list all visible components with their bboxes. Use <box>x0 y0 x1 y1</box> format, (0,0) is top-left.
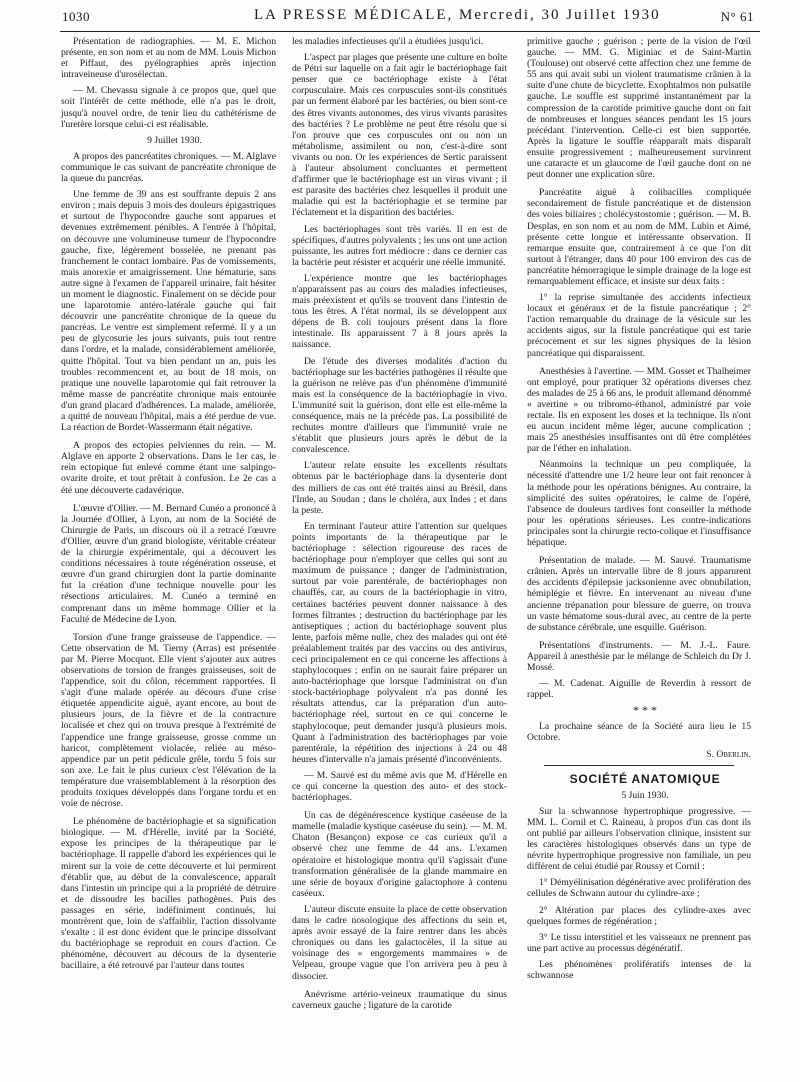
paragraph: Présentation de radiographies. — M. E. Michon présente, en son nom et au nom de MM. Louis Michon et Piffaut, des pyélographies après injection intraveineuse d'urosélectan. <box>61 36 276 81</box>
paragraph: A propos des ectopies pelviennes du rein. — M. Alglave en apporte 2 observations. Dans le 1er cas, le rein ectopique fut enlevé comme étant une salpingo-ovarite droite, et tout prêtait à confusion. Le 2e cas a été une découverte cadavérique. <box>61 440 276 496</box>
paragraph: — M. Sauvé est du même avis que M. d'Hérelle en ce qui concerne la question des auto- et des stock-bactériophages. <box>292 769 507 804</box>
paragraph: L'œuvre d'Ollier. — M. Bernard Cunéo a prononcé à la Journée d'Ollier, à Lyon, au nom de la Société de Chirurgie de Paris, un discours où il a retracé l'œuvre d'Ollier, œuvre d'un grand biologiste, véritable créateur de la chirurgie expérimentale, qui a découvert les conditions nécessaires à toute régénération osseuse, et œuvre d'un grand chirurgien dont la partie dominante fut la création d'une technique nouvelle pour les résections articulaires. M. Cunéo a terminé en comprenant dans un même hommage Ollier et la Faculté de Médecine de Lyon. <box>61 502 276 625</box>
paragraph: Présentations d'instruments. — M. J.-L. Faure. Appareil à anesthésie par le mélange de Schleich du Dr J. Mossé. <box>527 639 751 673</box>
paragraph: Pancréatite aiguë à colibacilles compliquée secondairement de fistule pancréatique et de distension des voies biliaires ; cholécystostomie ; guérison. — M. B. Desplas, en son nom et au nom de MM. Lubin et Aimé, présente cette longue et intéressante observation. Il remarque ensuite que, contrairement à ce que l'on dit surtout à l'étranger, dans 40 pour 100 environ des cas de pancréatite hémorragique le simple drainage de la loge est remarquablement efficace, et insiste sur deux faits : <box>527 187 751 287</box>
paragraph: primitive gauche ; guérison ; perte de la vision de l'œil gauche. — MM. G. Miginiac et de Saint-Martin (Toulouse) ont observé cette affection chez une femme de 55 ans qui avait subi un violent traumatisme crânien à la suite d'une chute de bicyclette. Exophtalmos non pulsatile gauche. Le souffle est supprimé instantanément par la compression de la carotide primitive gauche dont on fait de nombreuses et longues séances pendant les 15 jours précédant l'intervention. Celle-ci est bien supportée. Après la ligature le souffle réapparaît mais disparaît ensuite progressivement ; malheureusement survinrent une cataracte et un glaucome de l'œil gauche dont on ne peut donner une explication sûre. <box>527 36 751 181</box>
paragraph: les maladies infectieuses qu'il a étudiées jusqu'ici. <box>292 36 484 47</box>
column-1 <box>61 36 276 977</box>
paragraph: — M. Cadenat. Aiguille de Reverdin à ressort de rappel. <box>527 678 751 701</box>
paragraph: Anesthésies à l'avertine. — MM. Gosset et Thalheimer ont employé, pour pratiquer 32 opérations diverses chez des malades de 25 à 66 ans, le produit allemand dénommé « avertine » ou tribromo-éthanol, administré par voie rectale. Ils en exposent les doses et la technique. Ils n'ont eu aucun incident même léger, aucune complication ; mais 25 anesthésies insuffisantes ont dû être complétées par de l'éther en inhalation. <box>527 365 751 455</box>
paragraph: Les phénomènes prolifératifs intenses de la schwannose <box>527 958 751 982</box>
header-rule <box>60 31 760 32</box>
paragraph: Néanmoins la technique un peu compliquée, la nécessité d'attendre une 1/2 heure leur ont fait renoncer à la méthode pour les opérations bénignes. Au contraire, la simplicité des suites opératoires, le calme de l'opéré, l'absence de douleurs tardives font conseiller la méthode pour les opérations sérieuses. Les contre-indications principales sont la chirurgie recto-colique et l'insuffisance hépatique. <box>527 459 751 549</box>
column-3 <box>527 36 751 986</box>
paragraph: L'aspect par plages que présente une culture en boîte de Pétri sur laquelle on a fait agir le bactériophage fait penser que ce bactériophage existe à l'état corpusculaire. Mais ces corpuscules sont-ils constitués par un ferment élaboré par les bactéries, ou bien sont-ce des êtres vivants autonomes, des virus vivants parasites des bactéries ? Le problème ne peut être résolu que si l'on prouve que ces corpuscules ont ou non un métabolisme, assimilent ou non, c'est-à-dire sont vivants ou non. Or les expériences de Sertic paraissent à l'auteur absolument concluantes et permettent d'affirmer que le bactériophage est un virus vivant ; il est parasite des bactéries chez lesquelles il produit une maladie qui est la bactériophagie et se termine par l'éclatement et la disparition des bactéries. <box>292 52 507 219</box>
session-date: 5 Juin 1930. <box>621 789 669 801</box>
paragraph: Torsion d'une frange graisseuse de l'appendice. — Cette observation de M. Tierny (Arras) est présentée par M. Pierre Mocquot. Elle vient s'ajouter aux autres observations de torsion de franges graisseuses, soit de l'appendice, soit du côlon, récemment rapportées. Il s'agit d'une malade opérée au décours d'une crise étiquetée appendicite aiguë, ayant encore, au bout de plusieurs jours, de la fièvre et de la contracture localisée et chez qui on trouva presque à l'extrémité de l'appendice une frange graisseuse, grosse comme un haricot, complètement violacée, reliée au méso-appendice par un petit pédicule grêle, tordu 5 fois sur son axe. Le fait le plus curieux c'est l'élévation de la température due vraisemblablement à la résorption des produits toxiques développés dans l'organe tordu et en voie de nécrose. <box>61 631 276 810</box>
paragraph: L'expérience montre que les bactériophages n'apparaissent pas au cours des maladies infectieuses, mais préexistent et qu'ils se trouvent dans l'intestin de tous les êtres. A l'état normal, ils se développent aux dépens de B. coli toujours présent dans la flore intestinale. Ils apparaissent 7 à 8 jours après la naissance. <box>292 272 507 351</box>
session-date: 9 Juillet 1930. <box>147 134 202 146</box>
paragraph: 3° Le tissu interstitiel et les vaisseaux ne prennent pas une part active au processus dégénératif. <box>527 931 751 954</box>
paragraph: La prochaine séance de la Société aura lieu le 15 Octobre. <box>527 721 751 744</box>
paragraph: Anévrisme artério-veineux traumatique du sinus caverneux gauche ; ligature de la carotide <box>292 988 507 1011</box>
publication-title: LA PRESSE MÉDICALE, Mercredi, 30 Juillet 1930 <box>254 7 661 23</box>
society-heading: SOCIÉTÉ ANATOMIQUE <box>569 771 721 786</box>
paragraph: En terminant l'auteur attire l'attention sur quelques points importants de la thérapeutique par le bactériophage : sélection rigoureuse des races de bactériophage pour n'employer que celles qui sont au maximum de puissance ; danger de l'administration, surtout par voie parentérale, de bactériophages non chauffés, car, au cours de la bactériophagie in vitro, certaines bactéries peuvent donner naissance à des formes filtrantes ; destruction du bactériophage par les antiseptiques ; action du bactériophage souvent plus lente, parfois même nulle, chez des malades qui ont été préalablement traités par des vaccins ou des antivirus, ceci principalement en ce qui concerne les affections à staphylocoques ; enfin on ne saurait faire préparer un auto-bactériophage que lorsque l'administrat on d'un stock-bactériophage polyvalent n'a pas donné les résultats attendus, car la préparation d'un auto-bactériophage réel, surtout en ce qui concerne le staphylocoque, peut demander jusqu'à plusieurs mois. Quant à l'administration des bactériophages par voie parentérale, la répétition des injections à 24 ou 48 heures d'intervalle n'a jamais présenté d'inconvénients. <box>292 520 507 765</box>
paragraph: L'auteur relate ensuite les excellents résultats obtenus par le bactériophage dans la dysenterie dont des milliers de cas ont été traités ainsi au Brésil, dans l'Inde, au Soudan ; dans le choléra, aux Indes ; et dans la peste. <box>292 460 507 516</box>
issue-number: N° 61 <box>720 9 754 24</box>
paragraph: Présentation de malade. — M. Sauvé. Traumatisme crânien. Après un intervalle libre de 8 jours apparurent des accidents d'épilepsie jacksonienne avec obnubilation, hémiplégie et fièvre. En intervenant au niveau d'une ancienne trépanation pour blessure de guerre, on trouva un vaste hématome sous-dural avec, au centre de la perte de substance cérébrale, une esquille. Guérison. <box>527 555 751 633</box>
asterism: * * * <box>633 703 657 718</box>
paragraph: Un cas de dégénérescence kystique caséeuse de la mamelle (maladie kystique caséeuse du sein). — M. M. Chaton (Besançon) expose ce cas curieux qu'il a observé chez une femme de 44 ans. L'examen opératoire et histologique montra qu'il s'agissait d'une transformation généralisée de la glande mammaire en une série de boyaux d'origine galactophore à contenu caséeux. <box>292 810 507 899</box>
paragraph: Sur la schwannose hypertrophique progressive. — MM. L. Cornil et C. Raineau, à propos d'un cas dont ils ont publié par ailleurs l'observation clinique, insistent sur les caractères histologiques observés dans un type de névrite hypertrophique progressive non familiale, un peu différent de celui étudié par Roussy et Cornil : <box>527 805 751 873</box>
page-number: 1030 <box>62 9 90 24</box>
paragraph: Les bactériophages sont très variés. Il en est de spécifiques, d'autres polyvalents ; les uns ont une action puissante, les autres fort médiocre : dans ce dernier cas la bactérie peut résister et acquérir une réelle immunité. <box>292 223 507 268</box>
column-2 <box>292 36 507 1016</box>
paragraph: Une femme de 39 ans est souffrante depuis 2 ans environ ; mais depuis 3 mois des douleurs épigastriques et surtout de l'hypocondre gauche sont apparues et devenues extrêmement pénibles. A l'entrée à l'hôpital, on découvre une volumineuse tumeur de l'hypocondre gauche, fixe, légèrement bosselée, ne prenant pas franchement le contact lombaire. Pas de vomissements, mais anorexie et amaigrissement. Une hématurie, sans autre signe à l'examen de l'appareil urinaire, fait hésiter un moment le diagnostic. Finalement on se décide pour une laparotomie antéro-latérale gauche qui fait découvrir une pancréatite chronique de la queue du pancréas. Le ventre est simplement refermé. Il y a un peu de glycosurie les jours suivants, puis tout rentre dans l'ordre, et la malade, considérablement améliorée, quitte l'hôpital. Tout va bien pendant un an, puis les troubles recommencent et, au bout de 18 mois, on pratique une nouvelle laparotomie qui fait retrouver la même masse de pancréatite chronique mais entourée d'un grand placard d'adhérences. La malade, améliorée, a quitté de nouveau l'hôpital, mais a été perdue de vue. La réaction de Bordet-Wassermann était négative. <box>61 189 276 434</box>
paragraph: 1° Démyélinisation dégénérative avec prolifération des cellules de Schwann autour du cylindre-axe ; <box>527 877 751 900</box>
paragraph: De l'étude des diverses modalités d'action du bactériophage sur les bactéries pathogènes il résulte que la guérison ne relève pas d'un phénomène d'immunité mais est la conséquence de la bactériophagie in vivo. L'immunité suit la guérison, dont elle est elle-même la conséquence, mais ne la précède pas. La possibilité de rechutes montre d'ailleurs que l'immunité vraie ne s'établit que plusieurs jours après le début de la convalescence. <box>292 355 507 456</box>
paragraph: Le phénomène de bactériophagie et sa signification biologique. — M. d'Hérelle, invité par la Société, expose les principes de la thérapeutique par le bactériophage. Il rappelle d'abord les expériences qui le mirent sur la voie de cette découverte et lui permirent d'établir que, au début de la convalescence, apparaît dans l'intestin un principe qui a la propriété de détruire et de dissoudre les bacilles pathogènes. Puis des passages en série, indéfiniment continués, lui montrèrent que, loin de s'affaiblir, l'action dissolvante s'exalte : il est donc évident que le principe dissolvant du bactériophage se reproduit en cours d'action. Ce phénomène, découvert au décours de la dysenterie bacillaire, a été retrouvé par l'auteur dans toutes <box>61 816 276 972</box>
paragraph: L'auteur discute ensuite la place de cette observation dans le cadre nosologique des affections du sein et, après avoir essayé de la faire rentrer dans les abcès chroniques ou dans les galactocèles, il la situe au voisinage des « engorgements mammaires » de Velpeau, groupe vague que l'on arrivera peu à peu à dissocier. <box>292 903 507 982</box>
paragraph: 1° la reprise simultanée des accidents infectieux locaux et généraux et de la fistule pancréatique ; 2° l'action remarquable du drainage de la vésicule sur les accidents aigus, sur la fistule pancréatique qui est tarie précocement et sur les signes physiques de la lésion pancréatique qui disparaissent. <box>527 292 751 359</box>
paragraph: 2° Altération par places des cylindre-axes avec quelques formes de régénération ; <box>527 904 751 927</box>
signature: S. Oberlin. <box>706 748 751 760</box>
paragraph: A propos des pancréatites chroniques. — M. Alglave communique le cas suivant de pancréatite chronique de la queue du pancréas. <box>61 150 276 185</box>
paragraph: — M. Chevassu signale à ce propos que, quel que soit l'intérêt de cette méthode, elle n'a pas le droit, jusqu'à nouvel ordre, de tenir lieu du cathétérisme de l'uretère lorsque celui-ci est réalisable. <box>61 85 276 130</box>
section-rule <box>544 765 734 766</box>
running-header <box>0 4 800 26</box>
